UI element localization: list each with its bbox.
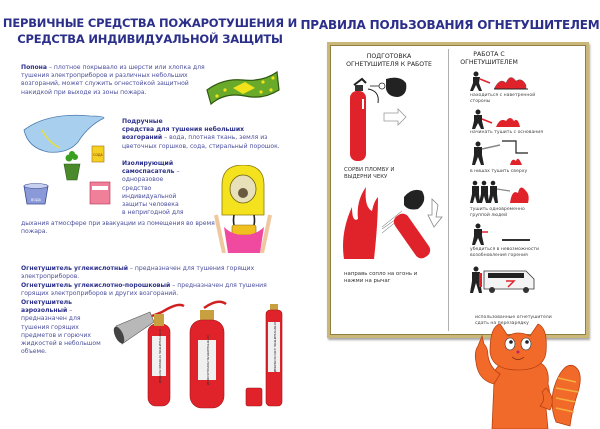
- extinguisher-prep-icon: [340, 73, 440, 163]
- aerosol-line: жидкостей в небольшом: [21, 340, 101, 348]
- spray-fire-icon: [338, 183, 446, 265]
- aerosol-dash: –: [67, 307, 73, 315]
- powder-extinguisher-paragraph: [21, 282, 291, 298]
- extinguishers-illustration: [108, 298, 298, 413]
- improvised-text: – вода, плотная ткань, земля из цветочных горшков, сода, стиральный порошок.: [122, 134, 280, 150]
- rule-3-caption: [470, 169, 555, 175]
- ext2-label: ОГНЕТУШИТЕЛЬ ПОРОШКОВЫЙ: [206, 335, 210, 385]
- self-rescuer-line: в непригодной для: [122, 209, 184, 217]
- aerosol-line: тушения горящих: [21, 323, 79, 331]
- aerosol-line: предназначен для: [21, 315, 81, 323]
- instructions-board: [327, 42, 589, 338]
- rule-5-line2: возобновления горения: [470, 253, 528, 258]
- rule-1-line2: стороны: [470, 99, 491, 104]
- self-rescuer-line: индивидуальной: [122, 192, 177, 200]
- rule-5-caption: [470, 247, 555, 259]
- aerosol-extinguisher-paragraph: [21, 299, 111, 356]
- rule-5-line1: убедиться в невозможности: [470, 247, 540, 252]
- co2-text: – предназначен для тушения горящих электроприборов.: [21, 265, 255, 281]
- improvised-term-2: средства для тушения небольших: [122, 126, 245, 134]
- self-rescuer-hood-illustration: [212, 165, 274, 253]
- aerosol-line: объеме.: [21, 348, 47, 356]
- work-heading: [449, 51, 529, 67]
- self-rescuer-tail-text: дыхания атмосфере при эвакуации из помещения во время пожара.: [21, 220, 215, 236]
- rule-4-caption: [470, 207, 555, 219]
- rule-4-line2: группой людей: [470, 213, 508, 218]
- rule-2-caption: [470, 130, 555, 136]
- self-rescuer-line: средство: [122, 184, 152, 192]
- rule-1-caption: [470, 93, 550, 105]
- pull-pin-caption: [344, 167, 444, 181]
- prep-heading: [330, 53, 448, 69]
- bucket-label: ВОДА: [31, 198, 41, 202]
- pull-pin-line1: СОРВИ ПЛОМБУ И: [344, 167, 395, 173]
- aerosol-line: предметов и горючих: [21, 331, 91, 339]
- self-rescuer-line: защиты человека: [122, 201, 179, 209]
- povona-term: Попона: [21, 64, 48, 71]
- rule-2-line1: начинать тушить с основания: [470, 130, 544, 135]
- self-rescuer-term-1: Изолирующий: [122, 160, 174, 167]
- right-page-title: ПРАВИЛА ПОЛЬЗОВАНИЯ ОГНЕТУШИТЕЛЕМ: [300, 18, 600, 32]
- left-title-line2: СРЕДСТВА ИНДИВИДУАЛЬНОЙ ЗАЩИТЫ: [17, 32, 283, 46]
- aerosol-term-2: аэрозольный: [21, 307, 68, 315]
- ext3-label: ОГНЕТУШИТЕЛЬ АЭРОЗОЛЬНЫЙ: [273, 321, 277, 373]
- cat-mascot: [452, 322, 592, 429]
- work-heading-line2: ОГНЕТУШИТЕЛЕМ: [460, 59, 518, 66]
- rule-6-line1: использованные огнетушители: [475, 315, 552, 320]
- prep-heading-line1: ПОДГОТОВКА: [366, 53, 412, 60]
- self-rescuer-dash: –: [174, 168, 180, 176]
- aim-nozzle-line1: направь сопло на огонь и: [344, 271, 418, 277]
- recharge-van-icon: [470, 265, 550, 295]
- pull-pin-line2: ВЫДЕРНИ ЧЕКУ: [344, 174, 388, 180]
- powder-text: – предназначен для тушения горящих электроприборов и других возгораний.: [21, 282, 267, 298]
- left-page-title: [0, 15, 300, 47]
- board-divider: [448, 49, 449, 331]
- group-extinguishing-icon: [470, 179, 535, 205]
- co2-term: Огнетушитель углекислотный: [21, 265, 128, 272]
- windward-side-icon: [470, 71, 535, 91]
- check-reignition-icon: [470, 223, 535, 245]
- powder-term: Огнетушитель углекислотно-порошковый: [21, 282, 171, 289]
- rule-4-line1: тушить одновременно: [470, 207, 525, 212]
- improvised-term-1: Подручные: [122, 118, 163, 125]
- prep-heading-line2: ОГНЕТУШИТЕЛЯ К РАБОТЕ: [346, 61, 432, 68]
- self-rescuer-line: одноразовое: [122, 176, 164, 184]
- improvised-means-illustration: [18, 108, 118, 208]
- rule-1-line1: находиться с наветренной: [470, 93, 536, 98]
- self-rescuer-term-2: самоспасатель: [122, 168, 175, 176]
- rule-3-line1: в нишах тушить сверху: [470, 169, 528, 174]
- self-rescuer-paragraph: [122, 160, 212, 217]
- self-rescuer-tail: [21, 220, 221, 236]
- improvised-term-3: возгораний: [122, 134, 163, 142]
- left-title-line1: ПЕРВИЧНЫЕ СРЕДСТВА ПОЖАРОТУШЕНИЯ И: [2, 16, 298, 30]
- niche-from-above-icon: [470, 139, 535, 167]
- aim-nozzle-caption: [344, 271, 444, 285]
- soda-label: СОДА: [93, 153, 103, 157]
- work-heading-line1: РАБОТА С: [473, 51, 505, 58]
- aerosol-term-1: Огнетушитель: [21, 299, 72, 306]
- ext1-label: ОГНЕТУШИТЕЛЬ УГЛЕКИСЛОТНЫЙ: [158, 328, 162, 384]
- povona-text: – плотное покрывало из шерсти или хлопка для тушения электроприборов и различных небольших возгораний, может служить огнестойкой защитной накидкой при выходе из зоны пожара.: [21, 64, 205, 96]
- povona-paragraph: [21, 64, 206, 97]
- aim-nozzle-line2: нажми на рычаг: [344, 278, 391, 284]
- co2-extinguisher-paragraph: [21, 265, 291, 281]
- improvised-means-paragraph: [122, 118, 298, 151]
- blanket-illustration: [203, 68, 281, 108]
- extinguish-base-icon: [470, 109, 535, 129]
- rule-6-line2: сдать на перезарядку: [475, 321, 529, 326]
